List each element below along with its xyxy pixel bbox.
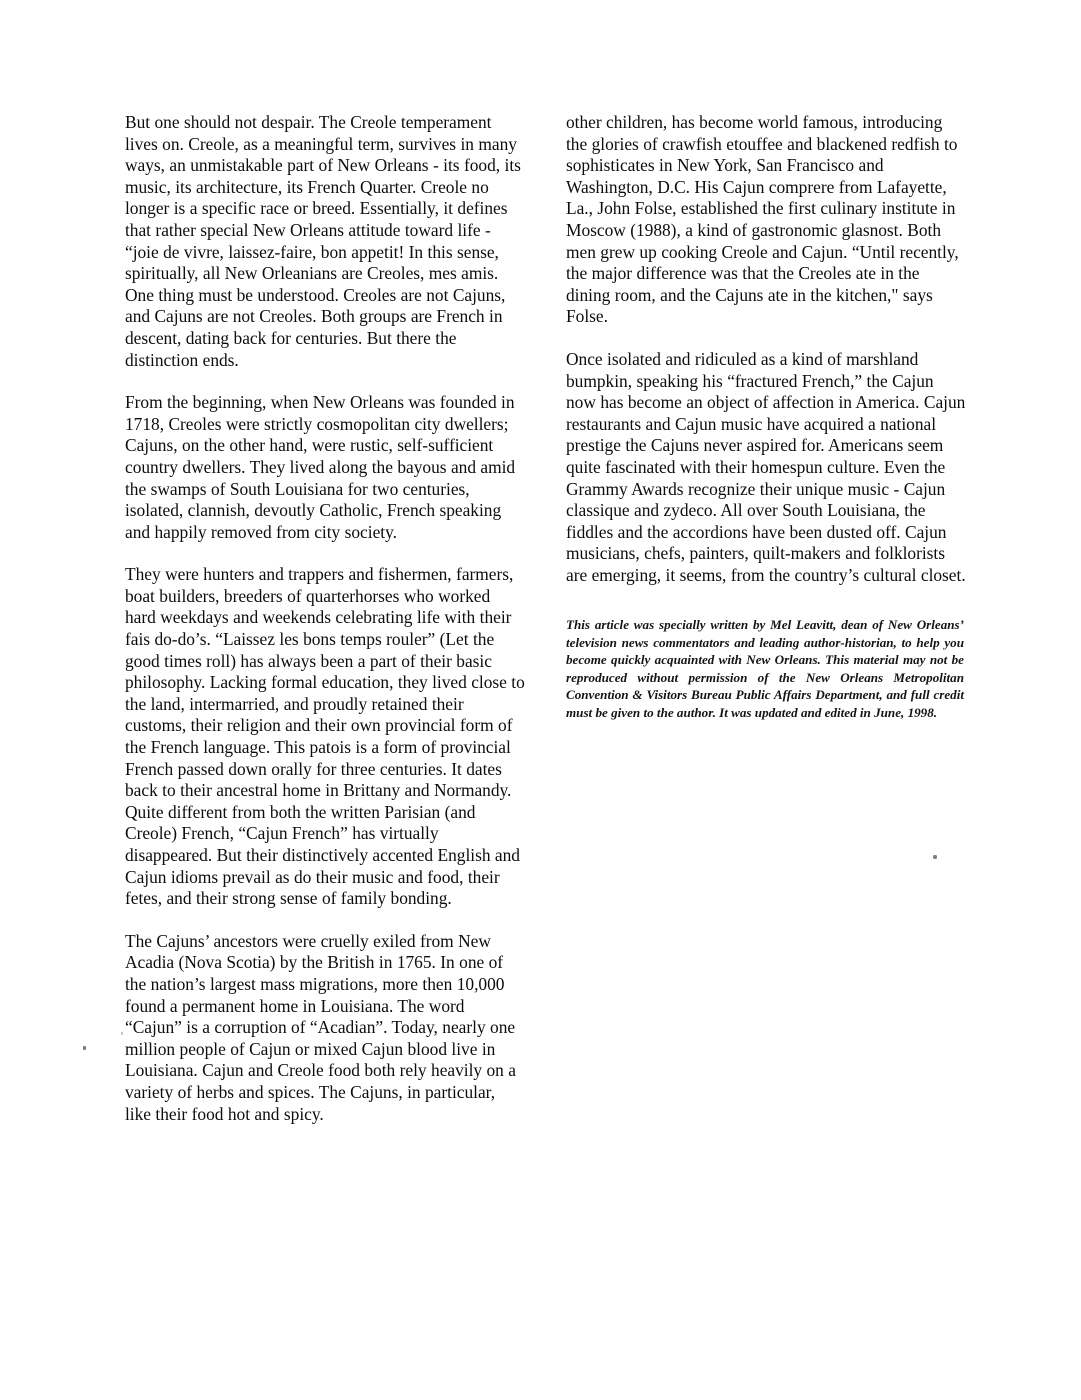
right-text-column <box>566 112 966 734</box>
scan-speck-artifact <box>933 855 937 859</box>
paragraph: Once isolated and ridiculed as a kind of marshland bumpkin, speaking his “fractured French,” the Cajun now has become an object of affection in America. Cajun restaurants and Cajun music have acquired a national prestige the Cajuns never aspired for. Americans seem quite fascinated with their homespun culture. Even the Grammy Awards recognize their unique music - Cajun classique and zydeco. All over South Louisiana, the fiddles and the accordions have been dusted off. Cajun musicians, chefs, painters, quilt-makers and folklorists are emerging, it seems, from the country’s cultural closet. <box>566 348 966 585</box>
paragraph: other children, has become world famous, introducing the glories of crawfish etouffee and blackened redfish to sophisticates in New York, San Francisco and Washington, D.C. His Cajun comprere from Lafayette, La., John Folse, established the first culinary institute in Moscow (1988), a kind of gastronomic glasnost. Both men grew up cooking Creole and Cajun. “Until recently, the major difference was that the Creoles ate in the dining room, and the Cajuns ate in the kitchen," says Folse. <box>566 112 959 327</box>
scan-speck-artifact <box>83 1046 86 1050</box>
paragraph: But one should not despair. The Creole temperament lives on. Creole, as a meaningful term, survives in many ways, an unmistakable part of New Orleans - its food, its music, its architecture, its French Quarter. Creole no longer is a specific race or breed. Essentially, it defines that rather special New Orleans attitude toward life - “joie de vivre, laissez-faire, bon appetit! In this sense, spiritually, all New Orleanians are Creoles, mes amis. One thing must be understood. Creoles are not Cajuns, and Cajuns are not Creoles. Both groups are French in descent, dating back for centuries. But there the distinction ends. <box>125 112 521 370</box>
paragraph: From the beginning, when New Orleans was founded in 1718, Creoles were strictly cosmopolitan city dwellers; Cajuns, on the other hand, were rustic, self-sufficient country dwellers. They lived along the bayous and amid the swamps of South Louisiana for two centuries, isolated, clannish, devoutly Catholic, French speaking and happily removed from city society. <box>125 392 516 542</box>
paragraph: They were hunters and trappers and fishermen, farmers, boat builders, breeders of quarterhorses who worked hard weekdays and weekends celebrating life with their fais do-do’s. “Laissez les bons temps rouler” (Let the good times roll) has always been a part of their basic philosophy. Lacking formal education, they lived close to the land, intermarried, and proudly retained their customs, their religion and their own provincial form of the French language. This patois is a form of provincial French passed down orally for three centuries. It dates back to their ancestral home in Brittany and Normandy. Quite different from both the written Parisian (and Creole) French, “Cajun French” has virtually disappeared. But their distinctively accented English and Cajun idioms prevail as do their music and food, their fetes, and their strong sense of family bonding. <box>125 564 525 909</box>
paragraph: The Cajuns’ ancestors were cruelly exiled from New Acadia (Nova Scotia) by the British in 1765. In one of the nation’s largest mass migrations, more then 10,000 found a permanent home in Louisiana. The word “Cajun” is a corruption of “Acadian”. Today, nearly one million people of Cajun or mixed Cajun blood live in Louisiana. Cajun and Creole food both rely heavily on a variety of herbs and spices. The Cajuns, in particular, like their food hot and spicy. <box>125 930 516 1124</box>
scan-speck-artifact <box>121 1032 123 1035</box>
article-credit-note: This article was specially written by Mel Leavitt, dean of New Orleans’ television news commentators and leading author-historian, to help you become quickly acquainted with New Orleans. This material may not be reproduced without permission of the New Orleans Metropolitan Convention & Visitors Bureau Public Affairs Department, and full credit must be given to the author. It was updated and edited in June, 1998. <box>566 617 964 720</box>
left-text-column <box>125 112 525 1125</box>
